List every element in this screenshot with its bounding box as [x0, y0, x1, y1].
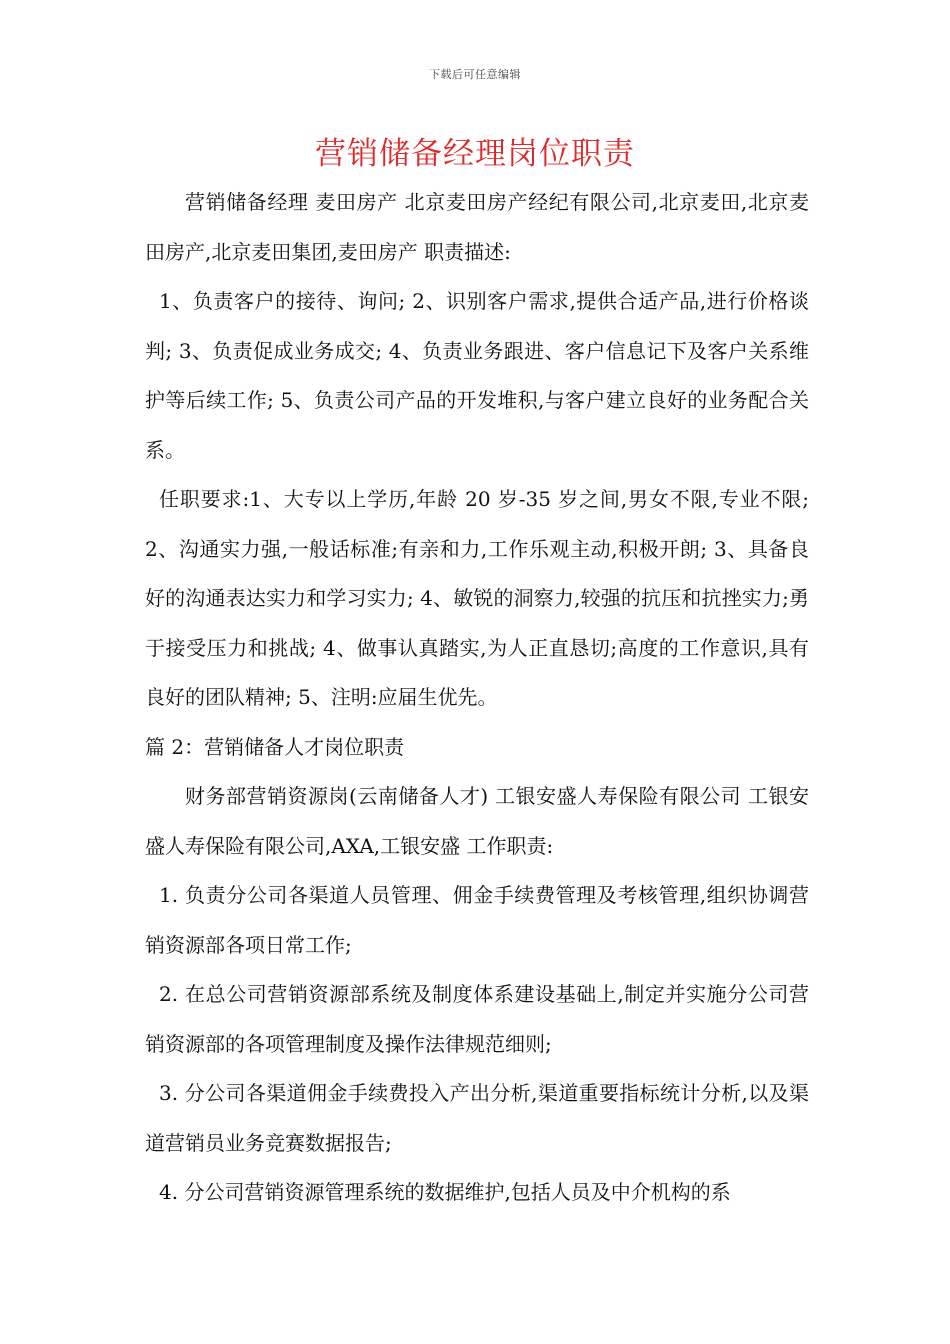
paragraph-requirements: 任职要求:1、大专以上学历,年龄 20 岁-35 岁之间,男女不限,专业不限; 2、沟通实力强,一般话标准;有亲和力,工作乐观主动,积极开朗; 3、具备良好的沟通表达实力和学习实力; 4、敏锐的洞察力,较强的抗压和抗挫实力;勇于接受压力和挑战; 4、做事认真踏实,为人正直恳切;高度的工作意识,具有良好的团队精神; 5、注明:应届生优先。: [145, 487, 809, 709]
page-title: 营销储备经理岗位职责: [315, 136, 635, 172]
list-item: 2. 在总公司营销资源部系统及制度体系建设基础上,制定并实施分公司营销资源部的各项管理制度及操作法律规范细则;: [145, 982, 809, 1056]
document-body: [145, 178, 809, 1218]
list-item: 1. 负责分公司各渠道人员管理、佣金手续费管理及考核管理,组织协调营销资源部各项日常工作;: [145, 883, 809, 957]
paragraph-intro: 营销储备经理 麦田房产 北京麦田房产经纪有限公司,北京麦田,北京麦田房产,北京麦田集团,麦田房产 职责描述:: [145, 190, 809, 264]
header-note: 下载后可任意编辑: [429, 68, 521, 81]
section-heading: 篇 2：营销储备人才岗位职责: [145, 734, 405, 759]
list-item: 4. 分公司营销资源管理系统的数据维护,包括人员及中介机构的系: [159, 1180, 731, 1204]
paragraph-company: 财务部营销资源岗(云南储备人才) 工银安盛人寿保险有限公司 工银安盛人寿保险有限公司,AXA,工银安盛 工作职责:: [145, 784, 809, 858]
list-item: 3. 分公司各渠道佣金手续费投入产出分析,渠道重要指标统计分析,以及渠道营销员业务竞赛数据报告;: [145, 1081, 809, 1155]
paragraph-duties: 1、负责客户的接待、询问; 2、识别客户需求,提供合适产品,进行价格谈判; 3、负责促成业务成交; 4、负责业务跟进、客户信息记下及客户关系维护等后续工作; 5、负责公司产品的开发堆积,与客户建立良好的业务配合关系。: [145, 289, 809, 462]
